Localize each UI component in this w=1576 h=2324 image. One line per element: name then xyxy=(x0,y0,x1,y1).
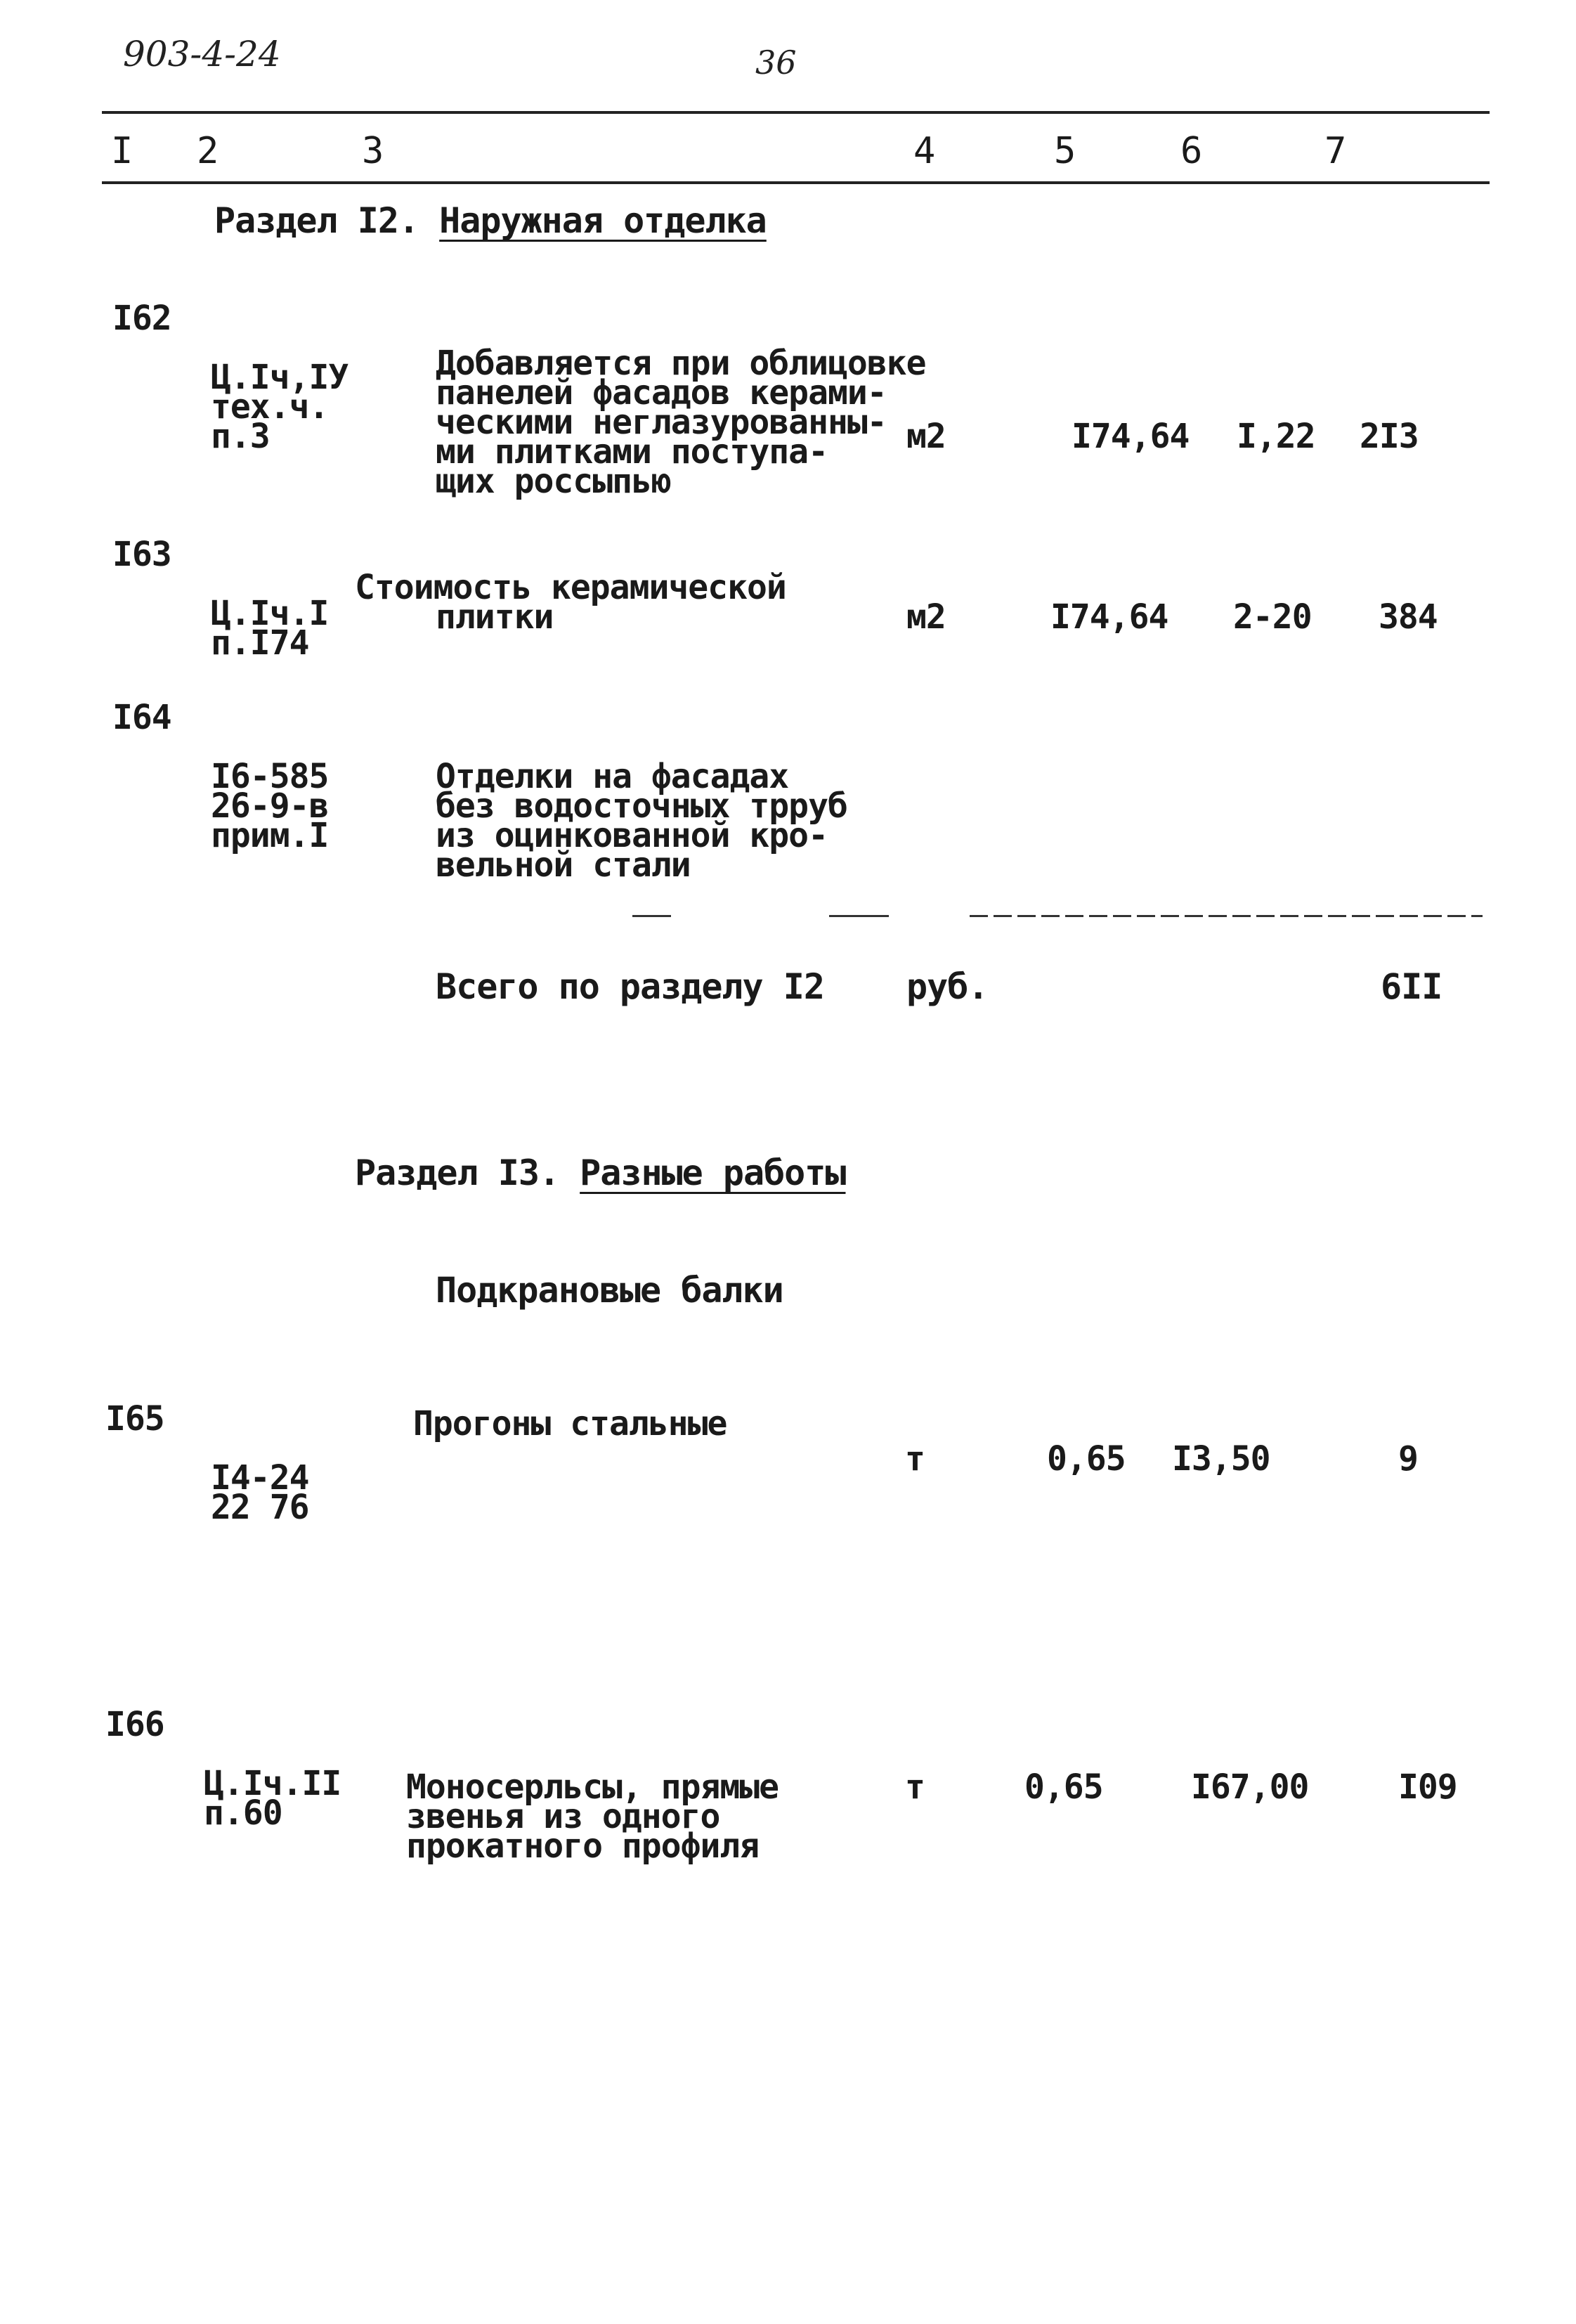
row-162-desc-line: ми плитками поступа- xyxy=(436,432,828,472)
row-164-description xyxy=(436,703,847,909)
row-163-code-line: п.I74 xyxy=(211,623,309,663)
section-12-total-value: 6II xyxy=(1381,966,1443,1007)
row-162-desc-line: ческими неглазурованны- xyxy=(436,403,887,442)
col-header-4: 4 xyxy=(913,130,936,172)
col-header-6: 6 xyxy=(1180,130,1203,172)
row-166-number: I66 xyxy=(105,1705,164,1744)
section-13-heading xyxy=(355,1153,845,1193)
row-165-price: I3,50 xyxy=(1172,1439,1270,1479)
row-162-code-line: Ц.Iч,IУ xyxy=(211,358,349,397)
row-164-code xyxy=(211,703,328,880)
row-163-number: I63 xyxy=(112,535,171,574)
row-166-code xyxy=(204,1710,341,1857)
row-163-quantity: I74,64 xyxy=(1050,597,1168,637)
row-162-total: 2I3 xyxy=(1360,417,1419,456)
row-162-unit: м2 xyxy=(906,417,946,456)
row-162-desc-line: панелей фасадов керами- xyxy=(436,373,887,413)
section-12-prefix: Раздел I2. xyxy=(214,200,419,241)
document-code: 903-4-24 xyxy=(123,34,281,74)
row-162-desc-line: Добавляется при облицовке xyxy=(436,344,926,383)
page-number: 36 xyxy=(755,44,797,82)
col-header-1: I xyxy=(111,130,133,172)
row-162-code-line: п.3 xyxy=(211,417,270,456)
row-165-description: Прогоны стальные xyxy=(413,1404,727,1443)
row-166-code-line: Ц.Iч.II xyxy=(204,1764,341,1803)
row-164-number: I64 xyxy=(112,698,171,737)
row-164-desc-line: из оцинкованной кро- xyxy=(436,816,828,855)
section-12-title: Наружная отделка xyxy=(439,200,767,241)
section-13-subtitle: Подкрановые балки xyxy=(436,1270,783,1311)
row-166-desc-line: звенья из одного xyxy=(406,1797,720,1836)
row-162-code-line: тех.ч. xyxy=(211,387,329,427)
row-164-desc-line: без водосточных трруб xyxy=(436,786,847,826)
row-164-code-line: прим.I xyxy=(211,816,329,855)
row-166-quantity: 0,65 xyxy=(1024,1767,1103,1807)
total-separator-dash xyxy=(829,915,889,917)
row-163-description-line-1: Стоимость керамической xyxy=(355,568,786,607)
row-162-quantity: I74,64 xyxy=(1072,417,1190,456)
total-separator-dash xyxy=(970,915,1483,917)
row-163-unit: м2 xyxy=(906,597,946,637)
row-163-price: 2-20 xyxy=(1233,597,1312,637)
row-164-desc-line: вельной стали xyxy=(436,845,691,885)
row-166-total: I09 xyxy=(1398,1767,1457,1807)
row-162-desc-line: щих россыпью xyxy=(436,462,671,501)
row-165-number: I65 xyxy=(105,1399,164,1439)
section-12-heading xyxy=(214,200,767,241)
row-166-desc-line: Моносерльсы, прямые xyxy=(406,1767,779,1807)
row-162-price: I,22 xyxy=(1237,417,1315,456)
row-163-total: 384 xyxy=(1379,597,1438,637)
row-165-code-line: I4-24 xyxy=(211,1458,309,1498)
row-162-description xyxy=(436,290,925,526)
row-162-number: I62 xyxy=(112,299,171,338)
col-header-2: 2 xyxy=(197,130,219,172)
row-166-description xyxy=(406,1713,779,1890)
row-165-quantity: 0,65 xyxy=(1047,1439,1126,1479)
row-164-code-line: I6-585 xyxy=(211,757,329,796)
row-166-code-line: п.60 xyxy=(204,1793,282,1833)
section-12-total-unit: руб. xyxy=(906,966,989,1007)
row-166-unit: т xyxy=(905,1767,925,1807)
row-166-desc-line: прокатного профиля xyxy=(406,1826,760,1866)
row-165-code-line: 22 76 xyxy=(211,1488,309,1527)
col-header-3: 3 xyxy=(362,130,384,172)
row-162-code xyxy=(211,304,348,481)
row-165-code xyxy=(211,1404,309,1552)
row-165-total: 9 xyxy=(1398,1439,1418,1479)
row-164-desc-line: Отделки на фасадах xyxy=(436,757,789,796)
table-top-rule xyxy=(102,111,1490,114)
header-bottom-rule xyxy=(102,181,1490,184)
row-165-unit: т xyxy=(905,1439,925,1479)
col-header-7: 7 xyxy=(1324,130,1347,172)
section-13-title: Разные работы xyxy=(580,1153,846,1193)
row-163-description-line-2: плитки xyxy=(436,597,554,637)
section-12-total-label: Всего по разделу I2 xyxy=(436,966,824,1007)
row-164-code-line: 26-9-в xyxy=(211,786,329,826)
row-163-code xyxy=(211,540,328,687)
total-separator-dash xyxy=(632,915,671,917)
row-163-code-line: Ц.Iч.I xyxy=(211,594,329,633)
section-13-prefix: Раздел I3. xyxy=(355,1153,560,1193)
col-header-5: 5 xyxy=(1054,130,1076,172)
row-166-price: I67,00 xyxy=(1191,1767,1309,1807)
